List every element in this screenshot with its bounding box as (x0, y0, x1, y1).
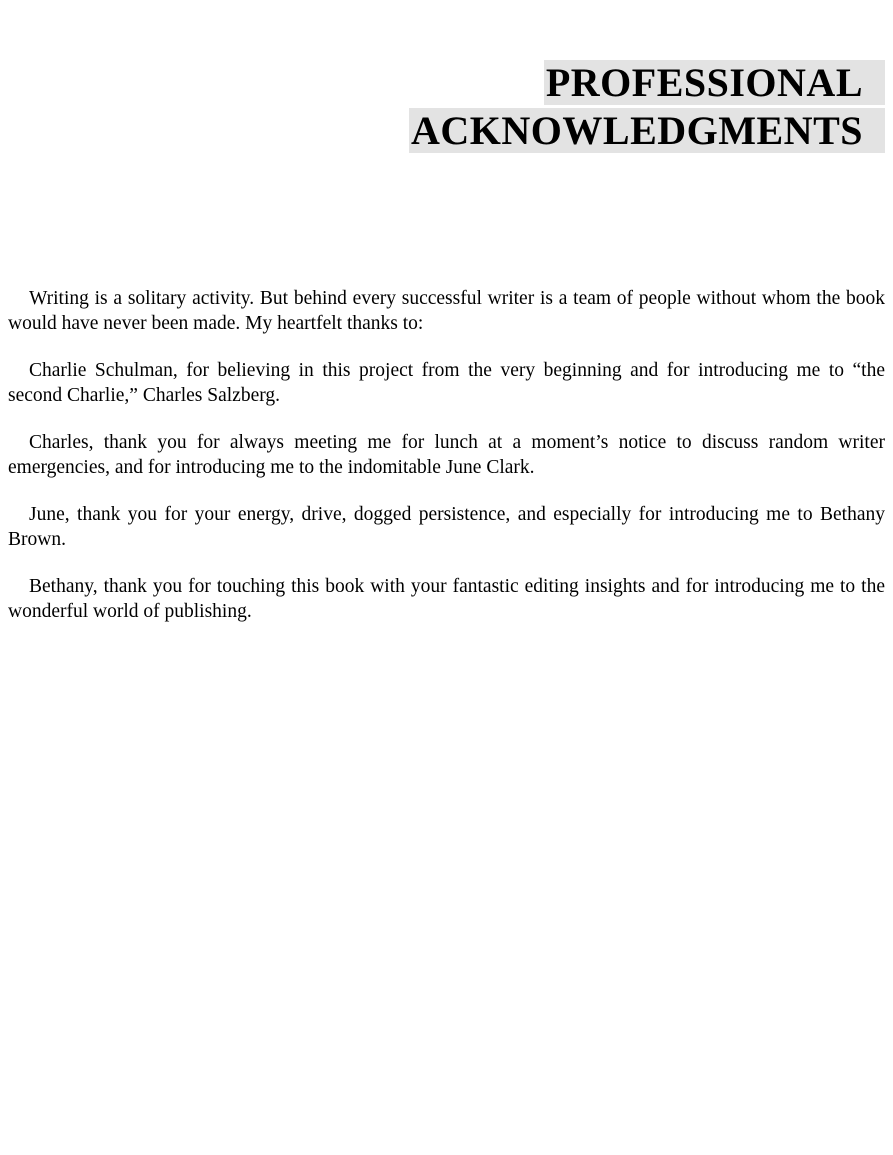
chapter-title-line-2: ACKNOWLEDGMENTS (409, 108, 885, 153)
paragraph-intro: Writing is a solitary activity. But behind every successful writer is a team of people without whom the book would have never been made. My heartfelt thanks to: (8, 288, 885, 334)
paragraph-charlie: Charlie Schulman, for believing in this project from the very beginning and for introducing me to “the second Charlie,” Charles Salzberg. (8, 360, 885, 406)
chapter-title-line-1: PROFESSIONAL (544, 60, 885, 105)
paragraph-bethany: Bethany, thank you for touching this book with your fantastic editing insights and for introducing me to the wonderful world of publishing. (8, 576, 885, 622)
paragraph-charles: Charles, thank you for always meeting me for lunch at a moment’s notice to discuss random writer emergencies, and for introducing me to the indomitable June Clark. (8, 432, 885, 478)
chapter-title (25, 60, 885, 153)
acknowledgments-body (8, 286, 885, 646)
paragraph-june: June, thank you for your energy, drive, dogged persistence, and especially for introducing me to Bethany Brown. (8, 504, 885, 550)
